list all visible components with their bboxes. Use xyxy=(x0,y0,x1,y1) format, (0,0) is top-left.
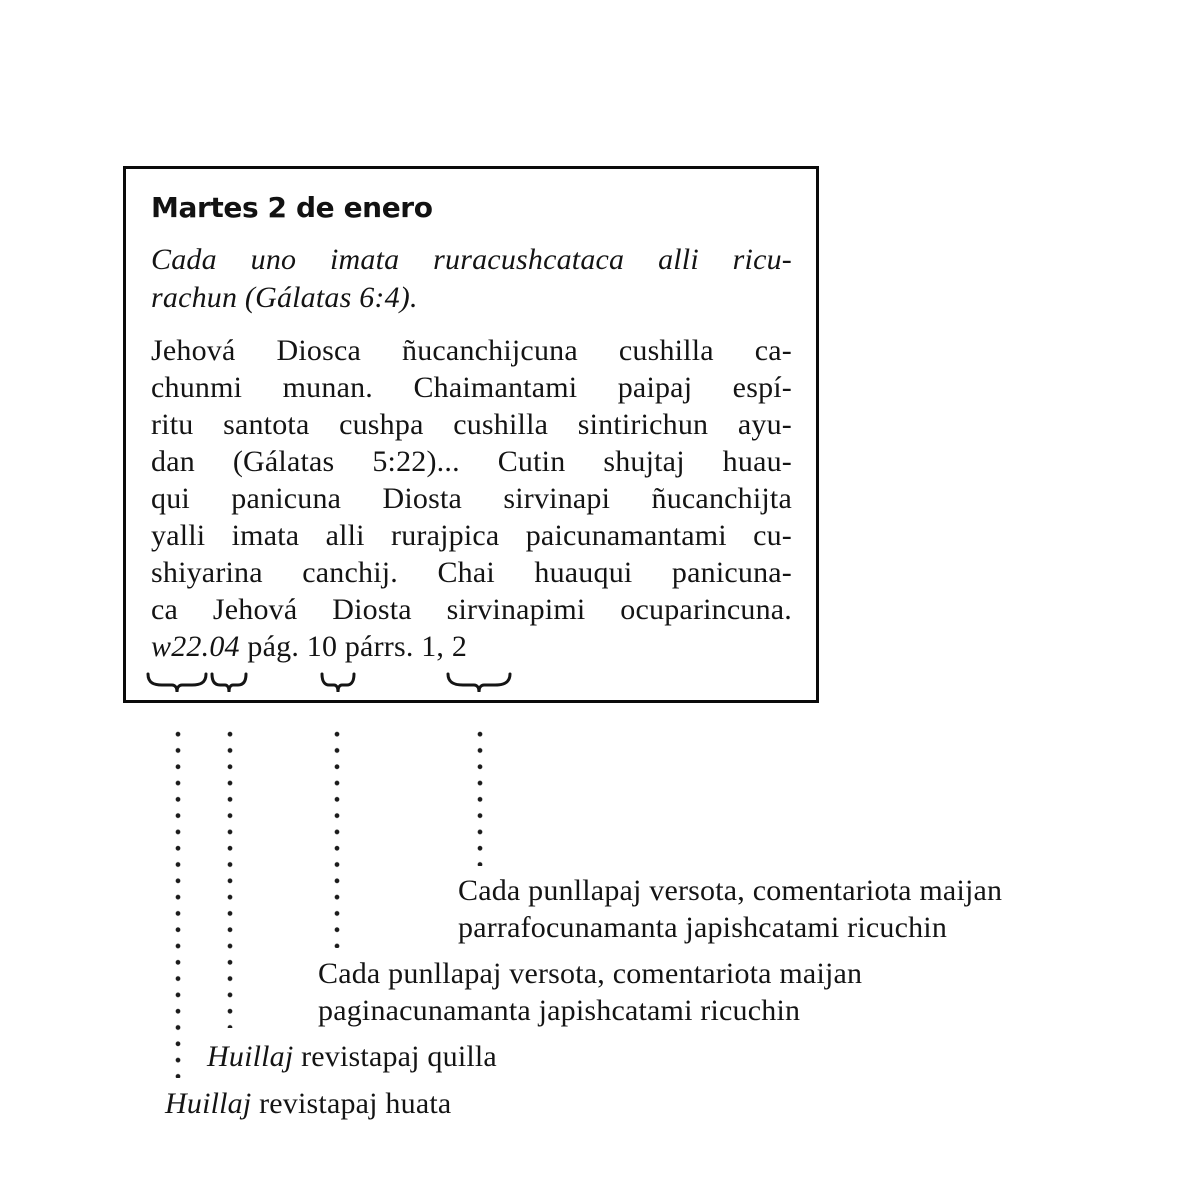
callout-label-paragraphs xyxy=(458,872,1002,946)
leader-line-year xyxy=(175,726,181,1078)
callout-label-page xyxy=(318,955,862,1029)
citation-year-code: w22 xyxy=(151,630,202,663)
callout-label-month xyxy=(207,1038,497,1075)
comment-line: yalli imata alli rurajpica paicunamantami cu- xyxy=(151,519,792,552)
comment-text xyxy=(151,332,792,628)
comment-line: ca Jehová Diosta sirvinapimi ocuparincuna. xyxy=(151,593,792,626)
scripture-line: rachun (Gálatas 6:4). xyxy=(151,281,418,314)
callout-publication-name: Huillaj xyxy=(165,1087,252,1120)
leader-line-page xyxy=(334,726,340,948)
scripture-text xyxy=(151,241,792,317)
comment-line: Jehová Diosca ñucanchijcuna cushilla ca- xyxy=(151,334,792,367)
citation-paragraph-numbers: 1, 2 xyxy=(421,630,468,663)
callout-label-text: revistapaj quilla xyxy=(293,1040,497,1073)
callout-label-text: revistapaj huata xyxy=(251,1087,452,1120)
callout-publication-name: Huillaj xyxy=(207,1040,294,1073)
comment-line: dan (Gálatas 5:22)... Cutin shujtaj huau- xyxy=(151,445,792,478)
scripture-line: Cada uno imata ruracushcataca alli ricu- xyxy=(151,243,792,276)
citation-month-code: .04 xyxy=(201,630,240,663)
daily-text-box xyxy=(123,166,819,703)
citation-page-label: pág. xyxy=(239,630,307,663)
citation-line xyxy=(151,628,792,665)
comment-line: shiyarina canchij. Chai huauqui panicuna- xyxy=(151,556,792,589)
leader-line-paragraphs xyxy=(477,726,483,866)
underbrace-paragraphs xyxy=(446,671,512,697)
citation-page-number: 10 xyxy=(306,630,338,663)
comment-line: ritu santota cushpa cushilla sintirichun ayu- xyxy=(151,408,792,441)
callout-label-year xyxy=(165,1085,451,1122)
comment-line: qui panicuna Diosta sirvinapi ñucanchijta xyxy=(151,482,792,515)
callout-label-line: Cada punllapaj versota, comentariota maijan xyxy=(318,957,863,990)
leader-line-month xyxy=(227,726,233,1028)
date-heading: Martes 2 de enero xyxy=(151,191,433,224)
underbrace-month xyxy=(210,671,248,697)
underbrace-year xyxy=(146,671,208,697)
callout-label-line: paginacunamanta japishcatami ricuchin xyxy=(318,994,801,1027)
callout-label-line: Cada punllapaj versota, comentariota maijan xyxy=(458,874,1003,907)
callout-label-line: parrafocunamanta japishcatami ricuchin xyxy=(458,911,948,944)
comment-line: chunmi munan. Chaimantami paipaj espí- xyxy=(151,371,792,404)
underbrace-page xyxy=(320,671,356,697)
citation-paragraph-label: párrs. xyxy=(337,630,422,663)
